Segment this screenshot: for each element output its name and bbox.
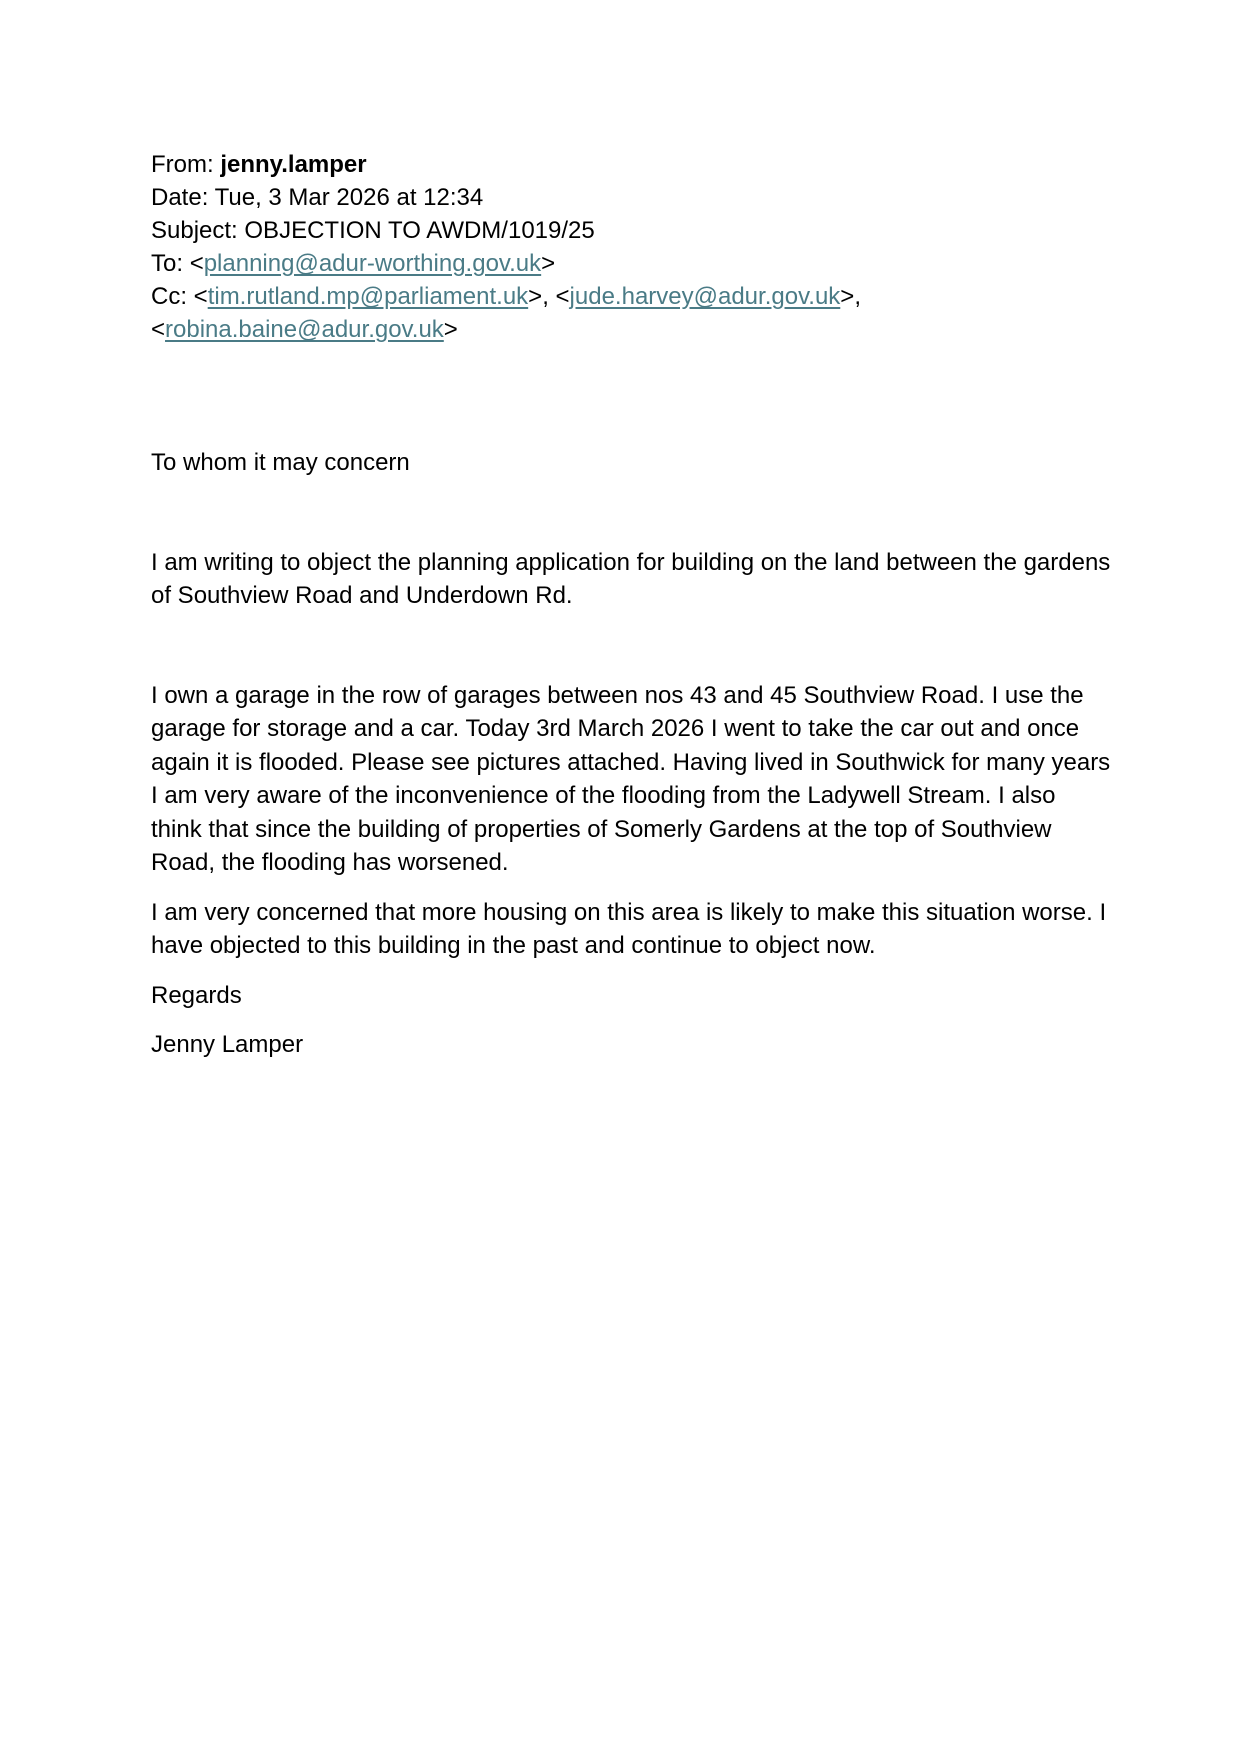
signature: Jenny Lamper [151, 1031, 304, 1058]
body-paragraph: I own a garage in the row of garages between nos 43 and 45 Southview Road. I use the garage for storage and a car. Today 3rd March 2026 I went to take the car out and once again it is flooded. Please see pictures attached. Having lived in Southwick for many years I am very aware of the inconvenience of the flooding from the Ladywell Stream. I also think that since the building of properties of Somerly Gardens at the top of Southview Road, the flooding has worsened. [151, 681, 1111, 876]
salutation: To whom it may concern [151, 449, 410, 476]
date-line [151, 181, 1111, 214]
date-value: Tue, 3 Mar 2026 at 12:34 [214, 184, 484, 211]
from-value: jenny.lamper [220, 151, 367, 178]
cc-address-link[interactable]: jude.harvey@adur.gov.uk [569, 283, 841, 310]
body-paragraph: I am writing to object the planning application for building on the land between the gardens of Southview Road and Underdown Rd. [151, 548, 1111, 609]
cc-line-continued: <robina.baine@adur.gov.uk> [151, 316, 458, 343]
subject-line [151, 214, 1111, 247]
from-label: From: [151, 151, 214, 178]
email-document [151, 148, 1111, 1062]
cc-label: Cc: [151, 283, 187, 310]
email-header [151, 148, 1111, 346]
closing: Regards [151, 981, 242, 1009]
cc-address-link[interactable]: robina.baine@adur.gov.uk [165, 316, 444, 343]
to-address-link[interactable]: planning@adur-worthing.gov.uk [203, 250, 542, 277]
to-line: To: <planning@adur-worthing.gov.uk> [151, 250, 556, 277]
cc-address-link[interactable]: tim.rutland.mp@parliament.uk [207, 283, 529, 310]
from-line [151, 148, 1111, 181]
email-body [151, 446, 1111, 1062]
subject-value: OBJECTION TO AWDM/1019/25 [244, 217, 595, 244]
body-paragraph: I am very concerned that more housing on this area is likely to make this situation worse. I have objected to this building in the past and continue to object now. [151, 898, 1107, 959]
subject-label: Subject: [151, 217, 238, 244]
to-label: To: [151, 250, 184, 277]
cc-line: Cc: <tim.rutland.mp@parliament.uk>, <jude.harvey@adur.gov.uk>, [151, 283, 861, 310]
date-label: Date: [151, 184, 209, 211]
